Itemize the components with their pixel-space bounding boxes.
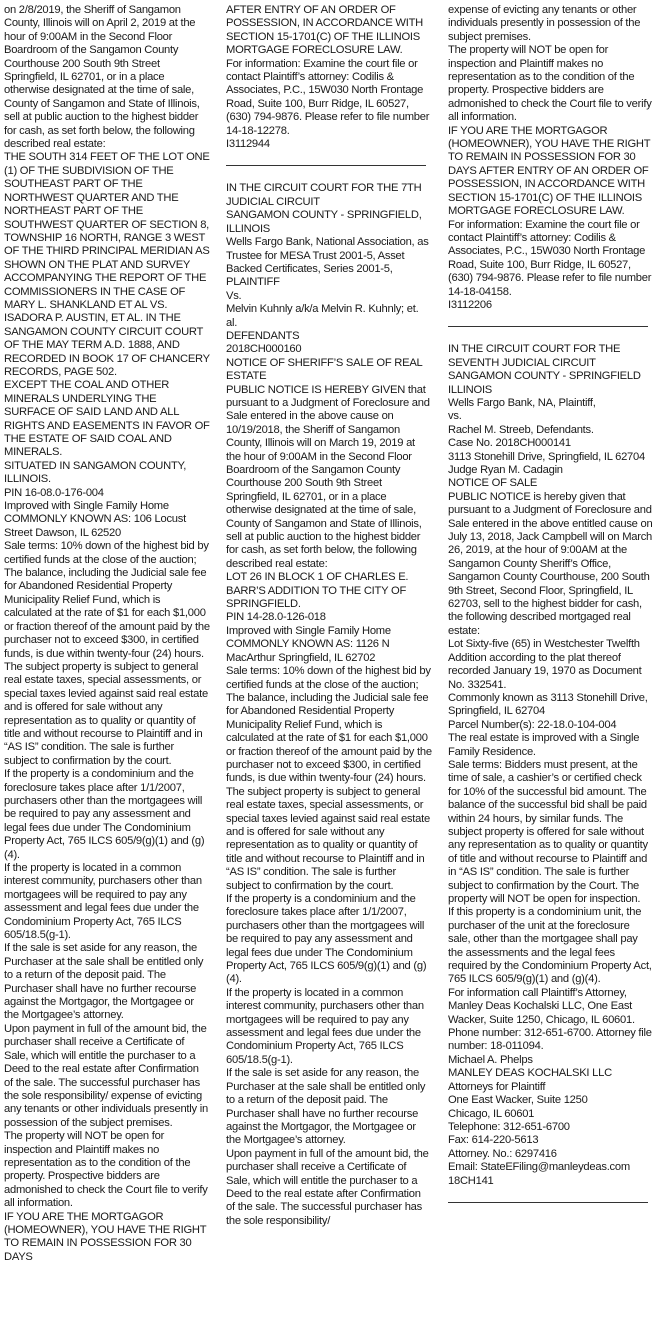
column-2 [226, 4, 432, 1228]
notice-paragraph: AFTER ENTRY OF AN ORDER OF POSSESSION, IN ACCORDANCE WITH SECTION 15-1701(C) OF THE ILLINOIS MORTGAGE FORECLOSURE LAW. [226, 4, 424, 57]
notice-paragraph: PIN 16-08.0-176-004 [4, 486, 104, 499]
notice-paragraph: If the property is a condominium and the foreclosure takes place after 1/1/2007, purchasers other than the mortgagees will be required to pay any assessment and legal fees due under The Condominium Property Act, 765 ILCS 605/9(g)(1) and (g)(4). [226, 893, 427, 986]
notice-paragraph: For information: Examine the court file or contact Plaintiff’s attorney: Codilis & Associates, P.C., 15W030 North Frontage Road, Suite 100, Burr Ridge, IL 60527, (630) 794-9876. Please refer to file number 14-18-04158. [448, 218, 652, 298]
notice-paragraph: If the sale is set aside for any reason, the Purchaser at the sale shall be entitled only to a return of the deposit paid. The Purchaser shall have no further recourse against the Mortgagor, the Mortgagee or the Mortgagee’s attorney. [4, 942, 204, 1022]
notice-paragraph: IF YOU ARE THE MORTGAGOR (HOMEOWNER), YOU HAVE THE RIGHT TO REMAIN IN POSSESSION FOR 30 DAYS AFTER ENTRY OF AN ORDER OF POSSESSION, IN ACCORDANCE WITH SECTION 15-1701(C) OF THE ILLINOIS MORTGAGE FORECLOSURE LAW. [448, 124, 651, 218]
notice-divider [226, 165, 426, 166]
notice-paragraph: Sale terms: Bidders must present, at the time of sale, a cashier’s or certified check for 10% of the successful bid amount. The balance of the successful bid shall be paid within 24 hours, by similar funds. The subject property is offered for sale without any representation as to quality or quantity of title and without recourse to Plaintiff and in “AS IS” condition. The sale is further subject to confirmation by the Court. The property will NOT be open for inspection. [448, 758, 648, 905]
notice-paragraph: Commonly known as 3113 Stonehill Drive, Springfield, IL 62704 [448, 691, 648, 718]
notice-paragraph: Sale terms: 10% down of the highest bid by certified funds at the close of the auction; The balance, including the Judicial sale fee for Abandoned Residential Property Municipality Relief Fund, which is calculated at the rate of $1 for each $1,000 or fraction thereof of the amount paid by the purchaser not to exceed $300, in certified funds, is due within twenty-four (24) hours. The subject property is subject to general real estate taxes, special assessments, or special taxes levied against said real estate and is offered for sale without any representation as to quality or quantity of title and without recourse to Plaintiff and in “AS IS” condition. The sale is further subject to confirmation by the court. [4, 540, 210, 767]
notice-paragraph: Wells Fargo Bank, National Association, as Trustee for MESA Trust 2001-5, Asset Backed Certificates, Series 2001-5, PLAINTIFF [226, 236, 429, 289]
notice-paragraph: Case No. 2018CH000141 [448, 437, 571, 450]
notice-paragraph: IF YOU ARE THE MORTGAGOR (HOMEOWNER), YOU HAVE THE RIGHT TO REMAIN IN POSSESSION FOR 30 DAYS [4, 1210, 207, 1263]
notice-paragraph: Wells Fargo Bank, NA, Plaintiff, [448, 396, 596, 409]
notice-divider [448, 1202, 648, 1203]
notice-paragraph: Michael A. Phelps [448, 1053, 533, 1066]
column-1 [4, 4, 210, 1264]
notice-paragraph: The property will NOT be open for inspection and Plaintiff makes no representation as to the condition of the property. Prospective bidders are admonished to check the Court file to verify all information. [448, 44, 652, 124]
notice-paragraph: Email: StateEFiling@manleydeas.com [448, 1161, 630, 1174]
notice-paragraph: Improved with Single Family Home [4, 500, 169, 513]
notice-divider [448, 326, 648, 327]
notice-paragraph: NOTICE OF SALE [448, 477, 538, 490]
notice-paragraph: Fax: 614-220-5613 [448, 1134, 539, 1147]
notice-paragraph: The property will NOT be open for inspection and Plaintiff makes no representation as to the condition of the property. Prospective bidders are admonished to check the Court file to verify all information. [4, 1130, 208, 1210]
notice-paragraph: If the property is a condominium and the foreclosure takes place after 1/1/2007, purchasers other than the mortgagees will be required to pay any assessment and legal fees due under The Condominium Property Act, 765 ILCS 605/9(g)(1) and (g)(4). [4, 768, 205, 861]
notice-paragraph: THE SOUTH 314 FEET OF THE LOT ONE (1) OF THE SUBDIVISION OF THE SOUTHEAST PART OF THE NORTHWEST QUARTER AND THE NORTHEAST PART OF THE SOUTHWEST QUARTER OF SECTION 8, TOWNSHIP 16 NORTH, RANGE 3 WEST OF THE THIRD PRINCIPAL MERIDIAN AS SHOWN ON THE PLAT AND SURVEY ACCOMPANYING THE REPORT OF THE COMMISSIONERS IN THE CASE OF MARY L. SHANKLAND ET AL VS. ISADORA P. AUSTIN, ET AL. IN THE SANGAMON COUNTY CIRCUIT COURT OF THE MAY TERM A.D. 1888, AND RECORDED IN BOOK 17 OF CHANCERY RECORDS, PAGE 502. [4, 151, 210, 378]
notice-paragraph: PIN 14-28.0-126-018 [226, 611, 326, 624]
notice-paragraph: NOTICE OF SHERIFF’S SALE OF REAL ESTATE [226, 356, 423, 383]
notice-paragraph: on 2/8/2019, the Sheriff of Sangamon County, Illinois will on April 2, 2019 at the hour of 9:00AM in the Second Floor Boardroom of the Sangamon County Courthouse 200 South 9th Street Springfield, IL 62701, or in a place otherwise designated at the time of sale, County of Sangamon and State of Illinois, sell at public auction to the highest bidder for cash, as set forth below, the following described real estate: [4, 4, 200, 151]
notice-paragraph: Judge Ryan M. Cadagin [448, 464, 563, 476]
notice-paragraph: If the property is located in a common interest community, purchasers other than mortgagees will be required to pay any assessment and legal fees due under the Condominium Property Act, 765 ILCS 605/18.5(g-1). [226, 986, 424, 1066]
notice-paragraph: IN THE CIRCUIT COURT FOR THE SEVENTH JUDICIAL CIRCUIT [448, 343, 621, 369]
notice-paragraph: EXCEPT THE COAL AND OTHER MINERALS UNDERLYING THE SURFACE OF SAID LAND AND ALL RIGHTS AND EASEMENTS IN FAVOR OF THE ESTATE OF SAID COAL AND MINERALS. [4, 379, 210, 459]
notice-paragraph: Rachel M. Streeb, Defendants. [448, 423, 594, 436]
notice-paragraph: 2018CH000160 [226, 343, 302, 356]
notice-paragraph: SANGAMON COUNTY - SPRINGFIELD, ILLINOIS [226, 209, 422, 235]
notice-paragraph: IN THE CIRCUIT COURT FOR THE 7TH JUDICIAL CIRCUIT [226, 182, 422, 208]
notice-paragraph: vs. [448, 410, 462, 423]
notice-paragraph: Lot Sixty-five (65) in Westchester Twelfth Addition according to the plat thereof recorded January 19, 1970 as Document No. 332541. [448, 638, 642, 691]
notice-paragraph: Sale terms: 10% down of the highest bid by certified funds at the close of the auction; The balance, including the Judicial sale fee for Abandoned Residential Property Municipality Relief Fund, which is calculated at the rate of $1 for each $1,000 or fraction thereof of the amount paid by the purchaser not to exceed $300, in certified funds, is due within twenty-four (24) hours. The subject property is subject to general real estate taxes, special assessments, or special taxes levied against said real estate and is offered for sale without any representation as to quality or quantity of title and without recourse to Plaintiff and in “AS IS” condition. The sale is further subject to confirmation by the court. [226, 665, 432, 892]
notice-paragraph: Attorneys for Plaintiff [448, 1080, 546, 1093]
notice-paragraph: Parcel Number(s): 22-18.0-104-004 [448, 718, 617, 731]
notice-paragraph: Attorney. No.: 6297416 [448, 1147, 557, 1160]
notice-paragraph: SANGAMON COUNTY - SPRINGFIELD ILLINOIS [448, 370, 641, 396]
notice-paragraph: Chicago, IL 60601 [448, 1107, 535, 1120]
notice-paragraph: Improved with Single Family Home [226, 624, 391, 637]
notice-paragraph: SITUATED IN SANGAMON COUNTY, ILLINOIS. [4, 459, 187, 486]
notice-paragraph: I3112206 [448, 298, 492, 311]
notice-paragraph: If the sale is set aside for any reason, the Purchaser at the sale shall be entitled only to a return of the deposit paid. The Purchaser shall have no further recourse against the Mortgagor, the Mortgagee or the Mortgagee’s attorney. [226, 1067, 426, 1147]
notice-paragraph: expense of evicting any tenants or other individuals presently in possession of the subject premises. [448, 4, 641, 43]
notice-paragraph: COMMONLY KNOWN AS: 1126 N MacArthur Springfield, IL 62702 [226, 638, 390, 664]
notice-paragraph: 18CH141 [448, 1174, 494, 1187]
notice-paragraph: For information call Plaintiff’s Attorney, Manley Deas Kochalski LLC, One East Wacker, Suite 1250, Chicago, IL 60601. Phone number: 312-651-6700. Attorney file number: 18-011094. [448, 986, 652, 1053]
notice-paragraph: Telephone: 312-651-6700 [448, 1120, 570, 1133]
notice-paragraph: LOT 26 IN BLOCK 1 OF CHARLES E. BARR’S ADDITION TO THE CITY OF SPRINGFIELD. [226, 571, 409, 611]
notice-paragraph: I3112944 [226, 138, 270, 151]
notice-paragraph: Upon payment in full of the amount bid, the purchaser shall receive a Certificate of Sale, which will entitle the purchaser to a Deed to the real estate after Confirmation of the sale. The successful purchaser has the sole responsibility/ expense of evicting any tenants or other individuals presently in possession of the subject premises. [4, 1022, 208, 1129]
notice-paragraph: If this property is a condominium unit, the purchaser of the unit at the foreclosure sale, other than the mortgagee shall pay the assessments and the legal fees required by the Condominium Property Act, 765 ILCS 605/9(g)(1) and (g)(4). [448, 906, 652, 986]
notice-paragraph: If the property is located in a common interest community, purchasers other than mortgagees will be required to pay any assessment and legal fees due under the Condominium Property Act, 765 ILCS 605/18.5(g-1). [4, 862, 202, 942]
notice-paragraph: PUBLIC NOTICE is hereby given that pursuant to a Judgment of Foreclosure and Sale entered in the above entitled cause on July 13, 2018, Jack Campbell will on March 26, 2019, at the hour of 9:00AM at the Sangamon County Sheriff’s Office, Sangamon County Courthouse, 200 South 9th Street, Second Floor, Springfield, IL 62703, sell to the highest bidder for cash, the following described mortgaged real estate: [448, 490, 652, 637]
notice-paragraph: Upon payment in full of the amount bid, the purchaser shall receive a Certificate of Sale, which will entitle the purchaser to a Deed to the real estate after Confirmation of the sale. The successful purchaser has the sole responsibility/ [226, 1147, 429, 1227]
notice-paragraph: For information: Examine the court file or contact Plaintiff’s attorney: Codilis & Associates, P.C., 15W030 North Frontage Road, Suite 100, Burr Ridge, IL 60527, (630) 794-9876. Please refer to file number 14-18-12278. [226, 57, 430, 137]
column-3 [448, 4, 652, 1219]
notice-paragraph: The real estate is improved with a Single Family Residence. [448, 732, 640, 758]
notice-paragraph: PUBLIC NOTICE IS HEREBY GIVEN that pursuant to a Judgment of Foreclosure and Sale entered in the above cause on 10/19/2018, the Sheriff of Sangamon County, Illinois will on March 19, 2019 at the hour of 9:00AM in the Second Floor Boardroom of the Sangamon County Courthouse 200 South 9th Street Springfield, IL 62701, or in a place otherwise designated at the time of sale, County of Sangamon and State of Illinois, sell at public auction to the highest bidder for cash, as set forth below, the following described real estate: [226, 383, 430, 570]
notice-paragraph: COMMONLY KNOWN AS: 106 Locust Street Dawson, IL 62520 [4, 513, 186, 539]
notice-paragraph: 3113 Stonehill Drive, Springfield, IL 62704 [448, 450, 645, 463]
notice-paragraph: MANLEY DEAS KOCHALSKI LLC [448, 1067, 612, 1080]
notice-paragraph: One East Wacker, Suite 1250 [448, 1094, 588, 1107]
notice-paragraph: Vs. [226, 289, 242, 302]
notice-paragraph: DEFENDANTS [226, 329, 300, 342]
notice-paragraph: Melvin Kuhnly a/k/a Melvin R. Kuhnly; et. al. [226, 303, 419, 329]
